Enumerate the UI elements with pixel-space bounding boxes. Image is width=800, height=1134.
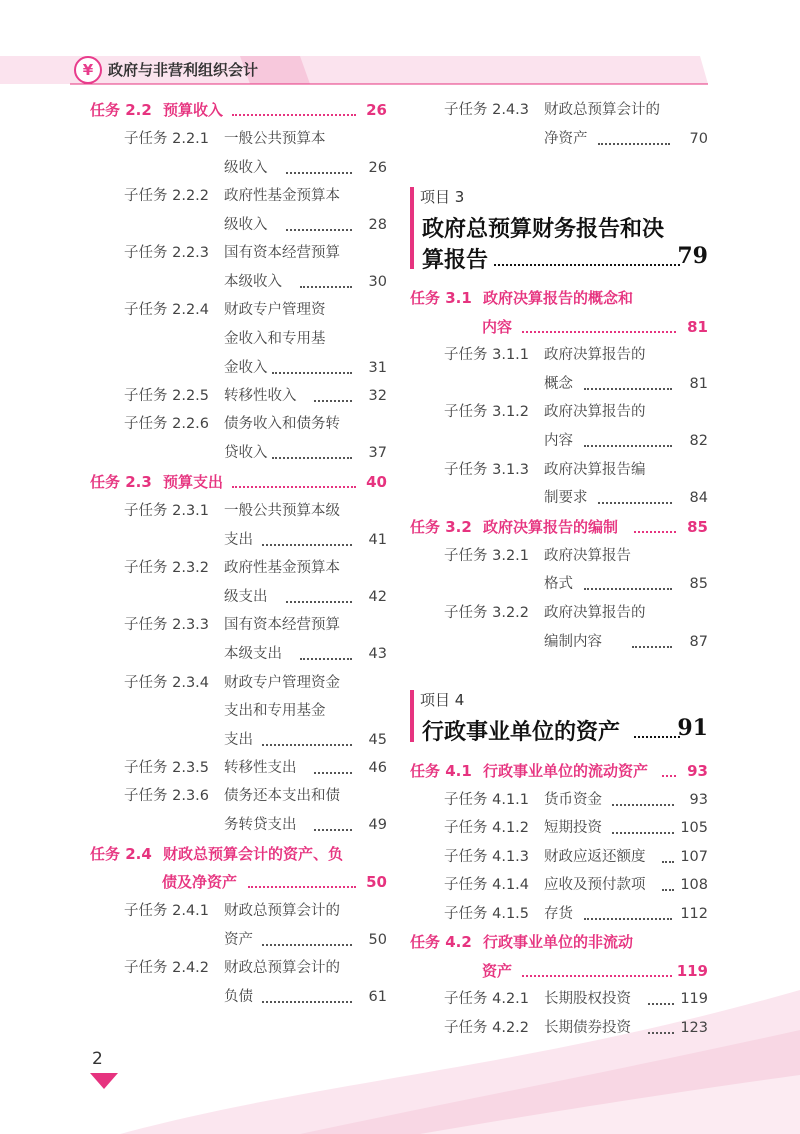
leader-dots [272, 457, 352, 459]
leader-dots [300, 658, 352, 660]
subtask-title[interactable]: 国有资本经营预算 [224, 617, 340, 633]
subtask-code: 子任务 4.1.5 [444, 906, 530, 922]
leader-dots [286, 172, 352, 174]
leader-dots [584, 588, 672, 590]
page-ref: 93 [687, 762, 708, 780]
project-title[interactable]: 政府总预算财务报告和决 [422, 216, 665, 242]
subtask-code: 子任务 2.3.1 [124, 503, 210, 519]
subtask-title[interactable]: 应收及预付款项 [544, 877, 646, 893]
subtask-title[interactable]: 政府决算报告 [544, 548, 631, 564]
task-2-3[interactable] [90, 468, 223, 496]
subtask-title[interactable]: 政府决算报告的 [544, 605, 646, 621]
task-4-1[interactable] [410, 757, 648, 785]
leader-dots [648, 1003, 674, 1005]
task-3-1[interactable] [410, 284, 633, 312]
subtask-title-cont[interactable]: 编制内容 [544, 634, 602, 650]
subtask-code: 子任务 2.3.5 [124, 760, 210, 776]
task-title: 行政事业单位的流动资产 [483, 762, 649, 780]
subtask-code: 子任务 3.1.1 [444, 347, 530, 363]
subtask-title[interactable]: 政府决算报告的 [544, 404, 646, 420]
task-2-4[interactable] [90, 840, 343, 868]
subtask-code: 子任务 2.3.2 [124, 560, 210, 576]
subtask-title-cont[interactable]: 支出 [224, 532, 253, 548]
page-ref: 85 [689, 576, 708, 592]
subtask-code: 子任务 4.1.3 [444, 849, 530, 865]
leader-dots [632, 646, 672, 648]
project-title-cont[interactable]: 算报告 [422, 247, 489, 273]
page-ref: 28 [368, 217, 387, 233]
subtask-title[interactable]: 长期债券投资 [544, 1020, 631, 1036]
leader-dots [598, 502, 672, 504]
subtask-title-cont[interactable]: 负债 [224, 989, 253, 1005]
project-title[interactable]: 行政事业单位的资产 [422, 719, 621, 745]
page-ref: 91 [677, 715, 708, 741]
subtask-title[interactable]: 财政应返还额度 [544, 849, 646, 865]
subtask-code: 子任务 2.4.2 [124, 960, 210, 976]
subtask-title[interactable]: 短期投资 [544, 820, 602, 836]
subtask-title[interactable]: 政府性基金预算本 [224, 560, 340, 576]
page-ref: 112 [680, 906, 708, 922]
leader-dots [584, 918, 672, 920]
leader-dots [634, 531, 676, 533]
page-ref: 26 [366, 101, 387, 119]
subtask-title-cont[interactable]: 级收入 [224, 160, 268, 176]
page-ref: 37 [368, 445, 387, 461]
subtask-code: 子任务 3.2.1 [444, 548, 530, 564]
page-ref: 79 [677, 243, 708, 269]
subtask-code: 子任务 4.1.2 [444, 820, 530, 836]
subtask-code: 子任务 4.2.1 [444, 991, 530, 1007]
leader-dots [300, 286, 352, 288]
leader-dots [314, 400, 352, 402]
subtask-title-cont[interactable]: 本级收入 [224, 274, 282, 290]
page-ref: 87 [689, 634, 708, 650]
page-ref: 70 [689, 131, 708, 147]
subtask-title-cont[interactable]: 金收入和专用基 [224, 331, 326, 347]
leader-dots [634, 736, 680, 738]
leader-dots [648, 1032, 674, 1034]
page-ref: 40 [366, 473, 387, 491]
page-ref: 50 [366, 873, 387, 891]
leader-dots [272, 372, 352, 374]
leader-dots [598, 143, 670, 145]
page-ref: 43 [368, 646, 387, 662]
project-marker-bar [410, 690, 414, 742]
task-code: 任务 4.2 [410, 933, 472, 951]
leader-dots [494, 264, 680, 266]
subtask-title-cont[interactable]: 支出和专用基金 [224, 703, 326, 719]
subtask-code: 子任务 4.2.2 [444, 1020, 530, 1036]
subtask-title-cont[interactable]: 净资产 [544, 131, 588, 147]
task-code: 任务 4.1 [410, 762, 472, 780]
page-ref: 93 [689, 792, 708, 808]
leader-dots [262, 744, 352, 746]
page-ref: 119 [676, 962, 708, 980]
subtask-title[interactable]: 转移性收入 [224, 388, 297, 404]
subtask-title[interactable]: 政府决算报告编 [544, 462, 646, 478]
task-code: 任务 2.3 [90, 473, 152, 491]
page-ref: 49 [368, 817, 387, 833]
subtask-title[interactable]: 财政专户管理资 [224, 302, 326, 318]
page-ref: 85 [687, 518, 708, 536]
task-title-cont[interactable]: 内容 [482, 318, 513, 336]
task-title: 政府决算报告的编制 [483, 518, 619, 536]
task-title: 财政总预算会计的资产、负 [163, 845, 344, 863]
page-ref: 107 [680, 849, 708, 865]
subtask-code: 子任务 2.4.3 [444, 102, 530, 118]
subtask-title[interactable]: 长期股权投资 [544, 991, 631, 1007]
subtask-title[interactable]: 财政总预算会计的 [544, 102, 660, 118]
page-ref: 82 [689, 433, 708, 449]
subtask-title-cont[interactable]: 级支出 [224, 589, 268, 605]
subtask-title[interactable]: 政府决算报告的 [544, 347, 646, 363]
leader-dots [612, 832, 674, 834]
subtask-title-cont[interactable]: 本级支出 [224, 646, 282, 662]
subtask-title-cont[interactable]: 格式 [544, 576, 573, 592]
subtask-title-cont[interactable]: 务转贷支出 [224, 817, 297, 833]
task-code: 任务 3.1 [410, 289, 472, 307]
subtask-title-cont[interactable]: 概念 [544, 376, 573, 392]
leader-dots [314, 772, 352, 774]
subtask-title[interactable]: 债务收入和债务转 [224, 416, 340, 432]
page-ref: 32 [368, 388, 387, 404]
subtask-title[interactable]: 国有资本经营预算 [224, 245, 340, 261]
subtask-code: 子任务 3.1.3 [444, 462, 530, 478]
page-ref: 50 [368, 932, 387, 948]
project-marker-bar [410, 187, 414, 269]
subtask-title-cont[interactable]: 贷收入 [224, 445, 268, 461]
page-ref: 84 [689, 490, 708, 506]
subtask-title-cont[interactable]: 内容 [544, 433, 573, 449]
subtask-title[interactable]: 财政总预算会计的 [224, 960, 340, 976]
task-3-2[interactable] [410, 513, 618, 541]
page-marker-triangle-icon [90, 1073, 118, 1089]
page-ref: 105 [680, 820, 708, 836]
leader-dots [286, 229, 352, 231]
task-title-cont[interactable]: 债及净资产 [162, 873, 238, 891]
leader-dots [262, 1001, 352, 1003]
yen-icon: ¥ [74, 56, 102, 84]
subtask-title[interactable]: 货币资金 [544, 792, 602, 808]
task-code: 任务 3.2 [410, 518, 472, 536]
task-code: 任务 2.2 [90, 101, 152, 119]
leader-dots [232, 114, 356, 116]
page-ref: 123 [680, 1020, 708, 1036]
task-2-2[interactable] [90, 96, 223, 124]
subtask-title[interactable]: 财政专户管理资金 [224, 675, 340, 691]
leader-dots [612, 804, 674, 806]
task-title: 预算收入 [163, 101, 224, 119]
leader-dots [248, 886, 356, 888]
page-number: 2 [92, 1049, 103, 1069]
subtask-code: 子任务 3.1.2 [444, 404, 530, 420]
subtask-code: 子任务 2.3.3 [124, 617, 210, 633]
page-ref: 81 [689, 376, 708, 392]
task-title: 政府决算报告的概念和 [483, 289, 634, 307]
leader-dots [314, 829, 352, 831]
subtask-code: 子任务 4.1.1 [444, 792, 530, 808]
subtask-code: 子任务 2.2.3 [124, 245, 210, 261]
leader-dots [286, 601, 352, 603]
subtask-code: 子任务 2.3.4 [124, 675, 210, 691]
subtask-code: 子任务 2.2.2 [124, 188, 210, 204]
subtask-title-cont[interactable]: 金收入 [224, 360, 268, 376]
leader-dots [522, 975, 672, 977]
page-ref: 108 [680, 877, 708, 893]
leader-dots [584, 388, 672, 390]
subtask-title-cont[interactable]: 支出 [224, 732, 253, 748]
subtask-code: 子任务 2.2.6 [124, 416, 210, 432]
task-title: 预算支出 [163, 473, 224, 491]
subtask-code: 子任务 3.2.2 [444, 605, 530, 621]
subtask-title[interactable]: 一般公共预算本 [224, 131, 326, 147]
subtask-title-cont[interactable]: 制要求 [544, 490, 588, 506]
book-title: 政府与非营利组织会计 [108, 61, 259, 79]
subtask-code: 子任务 2.2.1 [124, 131, 210, 147]
task-4-2[interactable] [410, 928, 633, 956]
subtask-title[interactable]: 存货 [544, 906, 573, 922]
subtask-title[interactable]: 财政总预算会计的 [224, 903, 340, 919]
leader-dots [262, 944, 352, 946]
subtask-code: 子任务 2.4.1 [124, 903, 210, 919]
subtask-code: 子任务 2.2.4 [124, 302, 210, 318]
subtask-code: 子任务 2.2.5 [124, 388, 210, 404]
task-title-cont[interactable]: 资产 [482, 962, 513, 980]
subtask-title[interactable]: 政府性基金预算本 [224, 188, 340, 204]
subtask-title-cont[interactable]: 级收入 [224, 217, 268, 233]
page-ref: 119 [680, 991, 708, 1007]
subtask-code: 子任务 2.3.6 [124, 788, 210, 804]
page-ref: 61 [368, 989, 387, 1005]
leader-dots [584, 445, 672, 447]
page-ref: 42 [368, 589, 387, 605]
subtask-title[interactable]: 一般公共预算本级 [224, 503, 340, 519]
page-ref: 30 [368, 274, 387, 290]
page-ref: 26 [368, 160, 387, 176]
page-ref: 31 [368, 360, 387, 376]
project-label: 项目 4 [420, 691, 465, 709]
page-ref: 46 [368, 760, 387, 776]
task-title: 行政事业单位的非流动 [483, 933, 634, 951]
subtask-title[interactable]: 债务还本支出和债 [224, 788, 340, 804]
leader-dots [232, 486, 356, 488]
page-ref: 81 [687, 318, 708, 336]
subtask-title[interactable]: 转移性支出 [224, 760, 297, 776]
task-code: 任务 2.4 [90, 845, 152, 863]
page-ref: 45 [368, 732, 387, 748]
project-label: 项目 3 [420, 188, 465, 206]
subtask-code: 子任务 4.1.4 [444, 877, 530, 893]
leader-dots [522, 331, 676, 333]
leader-dots [262, 544, 352, 546]
subtask-title-cont[interactable]: 资产 [224, 932, 253, 948]
page-ref: 41 [368, 532, 387, 548]
